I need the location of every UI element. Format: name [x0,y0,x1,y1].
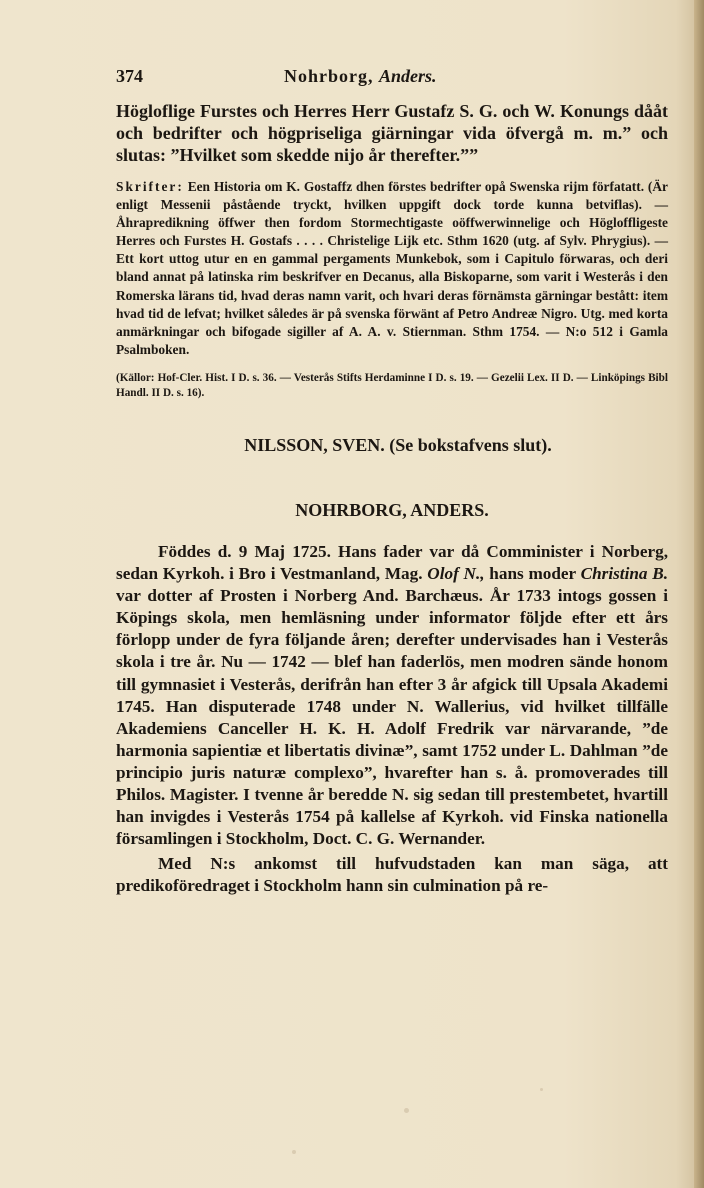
works-label: Skrifter: [116,179,184,194]
running-head [116,62,668,90]
running-title [284,66,437,87]
entry-heading-nohrborg: NOHRBORG, ANDERS. [295,499,489,520]
page-number: 374 [116,66,143,86]
quote-continuation: Högloflige Furstes och Herres Herr Gustafz S. G. och W. Konungs dååt och bedrifter och högpriseliga giärningar vida öfvergå m. m.” och slutas: ”Hvilket som skedde nijo år therefter.”” [116,101,668,165]
sources-note: (Källor: Hof-Cler. Hist. I D. s. 36. — Vesterås Stifts Herdaminne I D. s. 19. — Gezelii Lex. II D. — Linköpings Bibl Handl. II D. s. 16). [116,371,668,399]
bio-text: Föddes d. 9 Maj 1725. Hans fader var då Comminister i Norberg, sedan Kyrkoh. i Bro i Vestmanland, Mag. [116,541,668,584]
paper-spot [404,1108,409,1113]
works-text: Een Historia om K. Gostaffz dhen förstes bedrifter opå Swenska rijm förfatatt. (Är enligt Messenii påstående tryckt, hvilken uppgift dock torde kunna betviflas). — Åhrapredikning öffwer then fordom Stormechtigaste oöffwerwinnelige och Högloffligeste Herres och Furstes H. Gostafs . . . . Christelige Lijk etc. Sthm 1620 (utg. af Sylv. Phrygius). — Ett kort uttog utur en en gammal pergaments Munkebok, som i Capitulo förwaras, och deri bland annat på latinska rim beskrifver en Decanus, alla Biskoparne, som varit i Westerås i den Romerska lärans tid, hvad deras namn varit, och hvari deras förnämsta gärningar bestått: item hvad tid de lefvat; hvilket således är på svenska förwänt af Petro Andreæ Nigro. Utg. med korta anmärkningar och bifogade sigiller af A. A. v. Stiernman. Sthm 1754. — N:o 512 i Gamla Psalmboken. [116,179,668,357]
bio-text: hans moder [484,564,581,584]
running-title-given: Anders. [379,66,437,86]
biography-paragraph-2: Med N:s ankomst till hufvudstaden kan man säga, att predikoföredraget i Stockholm hann sin culmination på re- [116,854,668,896]
father-name: Olof N., [427,564,485,584]
paper-spot [540,1088,543,1091]
mother-name: Christina B. [580,564,669,584]
running-title-surname: Nohrborg, [284,66,374,86]
page-content [116,62,668,897]
biography-paragraph-1 [116,541,668,850]
entry-heading-nilsson: NILSSON, SVEN. (Se bokstafvens slut). [244,434,552,455]
bio-text: var dotter af Prosten i Norberg And. Barchæus. År 1733 intogs gossen i Köpings skola, men hemläsning under informator följde efter ett års förlopp under de fyra följande åren; derefter undervisades han i Vesterås skola i tre år. Nu — 1742 — blef han faderlös, men modren sände honom till gymnasiet i Vesterås, derifrån han efter 3 år afgick till Upsala Akademi 1745. Han disputerade 1748 under N. Wallerius, vid hvilket tillfälle Akademiens Canceller H. K. H. Adolf Fredrik var närvarande, ”de harmonia sapientiæ et libertatis divinæ”, samt 1752 under L. Dahlman ”de principio juris naturæ complexo”, hvarefter han s. å. promoverades till Philos. Magister. I tvenne år beredde N. sig sedan till prestembetet, hvartill han invigdes i Vesterås 1754 på kallelse af Kyrkoh. vid Finska nationella församlingen i Stockholm, Doct. C. G. Wernander. [116,586,668,849]
paper-spot [292,1150,296,1154]
page-edge [694,0,704,1188]
works-paragraph [116,178,668,359]
biography [116,541,668,898]
